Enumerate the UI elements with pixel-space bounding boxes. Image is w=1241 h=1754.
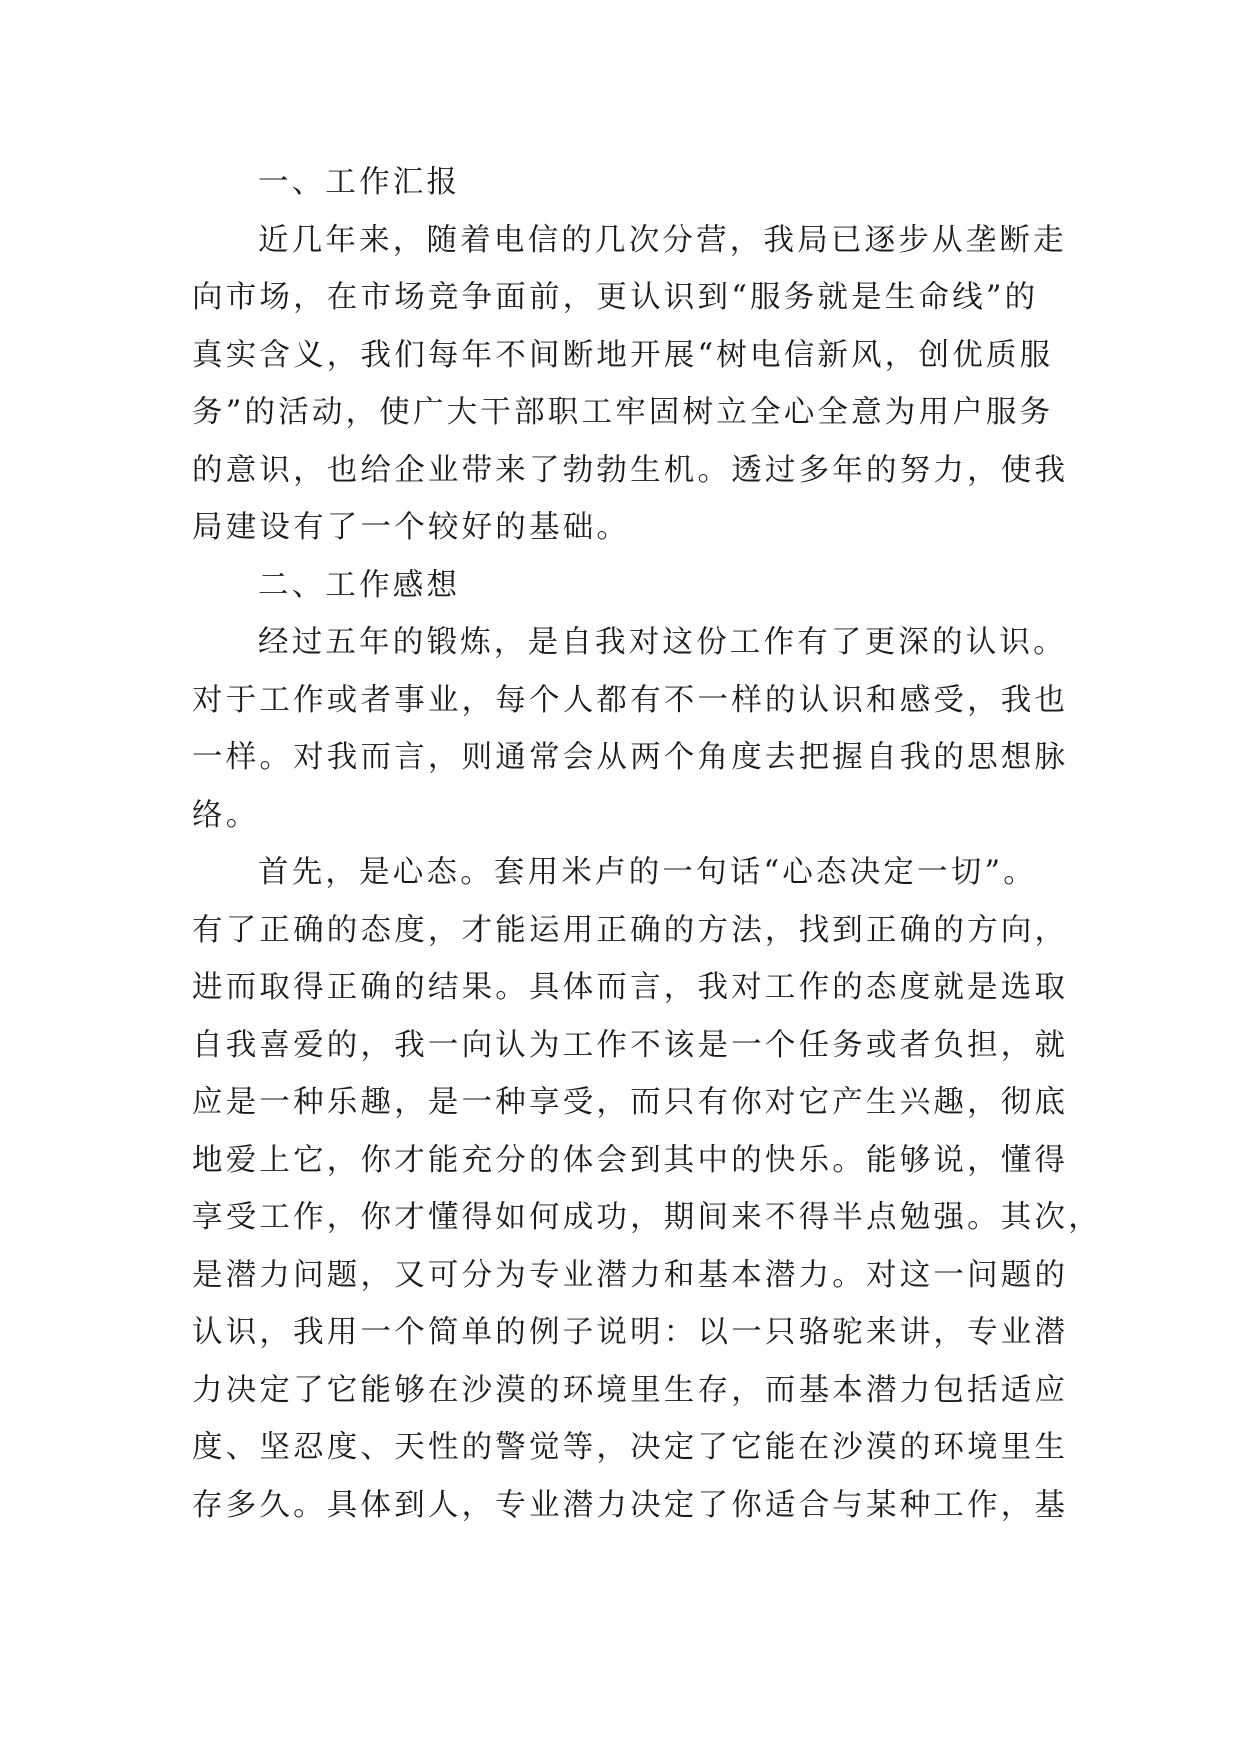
text-line: 进而取得正确的结果。具体而言，我对工作的态度就是选取: [192, 970, 1069, 1005]
document-body: [192, 154, 1102, 1534]
text-line: 存多久。具体到人，专业潜力决定了你适合与某种工作，基: [192, 1487, 1069, 1523]
text-line: 力决定了它能够在沙漠的环境里生存，而基本潜力包括适应: [192, 1372, 1069, 1408]
text-line: 务”的活动，使广大干部职工牢固树立全心全意为用户服务: [192, 395, 1054, 430]
text-line: 真实含义，我们每年不间断地开展“树电信新风，创优质服: [192, 337, 1054, 373]
text-line: 是潜力问题，又可分为专业潜力和基本潜力。对这一问题的: [192, 1257, 1069, 1293]
text-line: 向市场，在市场竞争面前，更认识到“服务就是生命线”的: [192, 280, 1039, 315]
text-line: 络。: [192, 797, 260, 833]
text-line: 有了正确的态度，才能运用正确的方法，找到正确的方向，: [192, 912, 1069, 948]
text-line: 享受工作，你才懂得如何成功，期间来不得半点勉强。其次，: [192, 1200, 1102, 1235]
text-line: 经过五年的锻炼，是自我对这份工作有了更深的认识。: [258, 625, 1067, 660]
text-line: 对于工作或者事业，每个人都有不一样的认识和感受，我也: [192, 682, 1069, 718]
text-line: 二、工作感想: [258, 567, 461, 603]
text-line: 首先，是心态。套用米卢的一句话“心态决定一切”。: [258, 855, 1037, 890]
text-line: 一、工作汇报: [258, 165, 461, 200]
text-line: 的意识，也给企业带来了勃勃生机。透过多年的努力，使我: [192, 452, 1069, 488]
text-line: 一样。对我而言，则通常会从两个角度去把握自我的思想脉: [192, 740, 1069, 775]
text-line: 认识，我用一个简单的例子说明：以一只骆驼来讲，专业潜: [192, 1315, 1069, 1350]
text-line: 地爱上它，你才能充分的体会到其中的快乐。能够说，懂得: [192, 1142, 1069, 1178]
text-line: 自我喜爱的，我一向认为工作不该是一个任务或者负担，就: [192, 1027, 1069, 1063]
text-line: 近几年来，随着电信的几次分营，我局已逐步从垄断走: [258, 222, 1067, 258]
text-line: 应是一种乐趣，是一种享受，而只有你对它产生兴趣，彻底: [192, 1085, 1069, 1120]
text-line: 局建设有了一个较好的基础。: [192, 510, 631, 545]
text-line: 度、坚忍度、天性的警觉等，决定了它能在沙漠的环境里生: [192, 1430, 1069, 1465]
